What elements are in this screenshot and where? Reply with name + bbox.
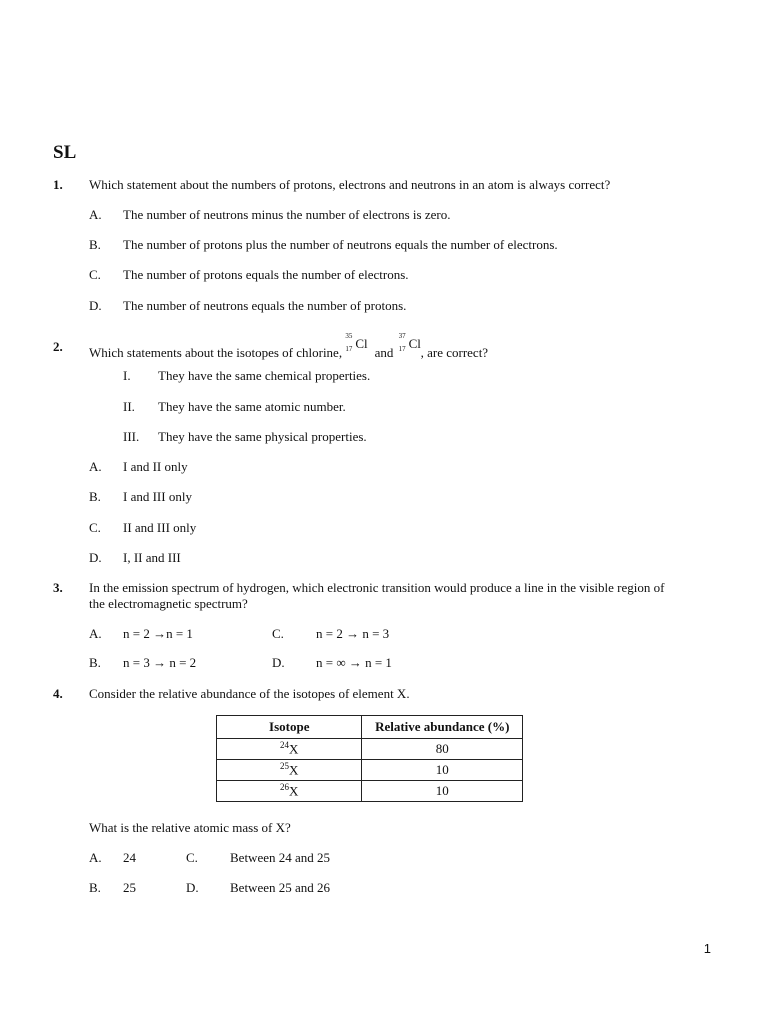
q3-option-b-letter: B. — [89, 655, 101, 670]
table-header-row — [217, 716, 523, 739]
q4-option-b-text: 25 — [123, 880, 136, 895]
q3-option-d-text: n = ∞ → n = 1 — [316, 655, 392, 670]
q4-option-b-letter: B. — [89, 880, 101, 895]
q2-number: 2. — [53, 339, 63, 354]
q1-option-c-letter: C. — [89, 267, 101, 282]
q4-text: Consider the relative abundance of the isotopes of element X. — [89, 686, 410, 701]
q4-option-d-letter: D. — [186, 880, 199, 895]
q3-line-1: In the emission spectrum of hydrogen, which electronic transition would produce a line in the visible region of — [89, 580, 665, 595]
q4-option-a-letter: A. — [89, 850, 102, 865]
abundance-cell: 80 — [362, 739, 523, 760]
q1-option-d-text: The number of neutrons equals the number of protons. — [123, 298, 407, 313]
q2-option-d-letter: D. — [89, 550, 102, 565]
q4-option-a-text: 24 — [123, 850, 136, 865]
q1-option-d-letter: D. — [89, 298, 102, 313]
isotope-cell: $^{26}$X — [217, 781, 362, 802]
q4-question: What is the relative atomic mass of X? — [89, 820, 291, 835]
q2-statement-3-roman: III. — [123, 429, 140, 444]
q1-option-a-text: The number of neutrons minus the number of electrons is zero. — [123, 207, 451, 222]
q3-option-c-text: n = 2 → n = 3 — [316, 626, 390, 641]
table-row — [217, 760, 523, 781]
q2-joiner: and — [374, 345, 394, 360]
abundance-cell: 10 — [362, 760, 523, 781]
isotope-cell: $^{25}$X — [217, 760, 362, 781]
q1-text: Which statement about the numbers of protons, electrons and neutrons in an atom is always correct? — [89, 177, 611, 192]
q2-option-a-letter: A. — [89, 459, 102, 474]
table-header-abundance: Relative abundance (%) — [362, 716, 523, 739]
q3-option-c-letter: C. — [272, 626, 284, 641]
q2-statement-2-text: They have the same atomic number. — [158, 399, 346, 414]
q1-number: 1. — [53, 177, 63, 192]
q2-option-b-text: I and III only — [123, 489, 192, 504]
q3-option-d-letter: D. — [272, 655, 285, 670]
q2-option-c-text: II and III only — [123, 520, 197, 535]
q4-number: 4. — [53, 686, 63, 701]
table-row — [217, 781, 523, 802]
chlorine-35-isotope: 35 17 Cl — [345, 332, 368, 353]
q2-option-c-letter: C. — [89, 520, 101, 535]
q4-option-c-text: Between 24 and 25 — [230, 850, 331, 865]
q3-line-2: the electromagnetic spectrum? — [89, 596, 248, 611]
q2-statement-3-text: They have the same physical properties. — [158, 429, 367, 444]
q2-text-before: Which statements about the isotopes of chlorine, — [89, 345, 343, 360]
q2-statement-2-roman: II. — [123, 399, 135, 414]
table-row — [217, 739, 523, 760]
q2-statement-1-roman: I. — [123, 368, 131, 383]
q1-option-b-text: The number of protons plus the number of neutrons equals the number of electrons. — [123, 237, 558, 252]
q3-option-b-text: n = 3 → n = 2 — [123, 655, 197, 670]
q3-option-a-letter: A. — [89, 626, 102, 641]
q2-text-after: , are correct? — [420, 345, 489, 360]
table-header-isotope: Isotope — [217, 716, 362, 739]
q4-option-c-letter: C. — [186, 850, 198, 865]
q2-statement-1-text: They have the same chemical properties. — [158, 368, 371, 383]
q3-number: 3. — [53, 580, 63, 595]
q3-option-a-text: n = 2 →n = 1 — [123, 626, 193, 641]
q2-option-b-letter: B. — [89, 489, 101, 504]
q1-option-a-letter: A. — [89, 207, 102, 222]
q4-option-d-text: Between 25 and 26 — [230, 880, 331, 895]
page-number: 1 — [703, 941, 711, 956]
abundance-cell: 10 — [362, 781, 523, 802]
q2-option-d-text: I, II and III — [123, 550, 181, 565]
q2-stem — [89, 332, 489, 361]
q1-option-c-text: The number of protons equals the number of electrons. — [123, 267, 409, 282]
q1-option-b-letter: B. — [89, 237, 101, 252]
isotope-abundance-table — [216, 715, 523, 802]
section-title: SL — [53, 142, 77, 163]
q2-option-a-text: I and II only — [123, 459, 188, 474]
isotope-cell: $^{24}$X — [217, 739, 362, 760]
chlorine-37-isotope: 37 17 Cl — [398, 332, 421, 353]
